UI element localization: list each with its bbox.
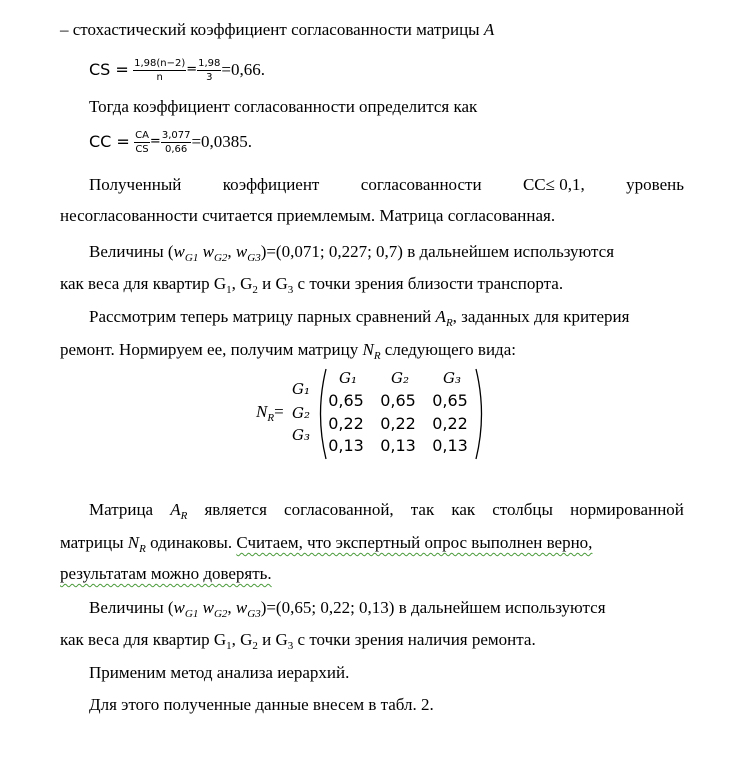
- matrix-row-label: G₃: [292, 426, 310, 444]
- paragraph-line: ремонт. Нормируем ее, получим матрицу $N_R$ следующего вида:: [60, 340, 516, 362]
- matrix-cell: 0,22: [328, 414, 364, 433]
- matrix-col-header: G₁: [339, 369, 357, 387]
- paragraph-line: Полученный коэффициент согласованности CC≤ 0,1, уровень: [89, 175, 684, 194]
- matrix-lhs: $N_R=$: [256, 402, 284, 424]
- matrix-cell: 0,22: [432, 414, 468, 433]
- cc-formula: CC = $\frac{CA}{CS}$ = $\frac{3,077}{0,66}$ =0,0385.: [89, 129, 253, 155]
- grammar-underline: результатам можно доверять.: [60, 564, 272, 583]
- fraction: $\frac{CA}{CS}$: [135, 129, 149, 155]
- matrix-cell: 0,13: [432, 436, 468, 455]
- paragraph-line: Матрица $A_R$ является согласованной, так как столбцы нормированной: [89, 500, 684, 522]
- fraction: $\frac{1,98(n-2)}{n}$: [134, 57, 186, 83]
- matrix-cell: 0,13: [380, 436, 416, 455]
- paragraph-line: как веса для квартир $G_1$, $G_2$ и $G_3$ с точки зрения близости транспорта.: [60, 274, 564, 296]
- grammar-underline: Считаем, что экспертный опрос выполнен верно,: [236, 533, 593, 552]
- paragraph-line: Величины ($w_{G1}$ $w_{G2}$, $w_{G3})=(0,071$; 0,227; 0,7) в дальнейшем используются: [89, 242, 615, 264]
- fraction: $\frac{1,98}{3}$: [198, 57, 221, 83]
- paragraph-line: Для этого полученные данные внесем в табл. 2.: [89, 695, 434, 714]
- cs-formula: CS = $\frac{1,98(n-2)}{n}$ = $\frac{1,98}{3}$ =0,66.: [89, 57, 265, 83]
- paragraph-line: как веса для квартир $G_1$, $G_2$ и $G_3$ с точки зрения наличия ремонта.: [60, 630, 536, 652]
- matrix-cell: 0,65: [328, 391, 364, 410]
- matrix-nr: [60, 360, 684, 470]
- matrix-col-header: G₃: [443, 369, 461, 387]
- paragraph-line: Применим метод анализа иерархий.: [89, 663, 350, 682]
- paragraph-line: Величины ($w_{G1}$ $w_{G2}$, $w_{G3})=(0,65$; 0,22; 0,13) в дальнейшем используются: [89, 598, 606, 620]
- paragraph-line: Рассмотрим теперь матрицу парных сравнений $A_R$, заданных для критерия: [89, 307, 630, 329]
- paragraph-line: [60, 563, 272, 585]
- paragraph-line: матрицы $N_R$ одинаковы. Считаем, что экспертный опрос выполнен верно,: [60, 533, 593, 555]
- paragraph-line: несогласованности считается приемлемым. Матрица согласованная.: [60, 206, 556, 225]
- fraction: $\frac{3,077}{0,66}$: [161, 129, 191, 155]
- matrix-cell: 0,22: [380, 414, 416, 433]
- matrix-cell: 0,13: [328, 436, 364, 455]
- matrix-col-header: G₂: [391, 369, 409, 387]
- matrix-cell: 0,65: [380, 391, 416, 410]
- text-line: – стохастический коэффициент согласованности матрицы A: [60, 20, 495, 39]
- right-paren: [474, 368, 488, 460]
- text-line: Тогда коэффициент согласованности определится как: [89, 97, 478, 116]
- matrix-row-label: G₁: [292, 380, 310, 398]
- matrix-row-label: G₂: [292, 404, 310, 422]
- matrix-cell: 0,65: [432, 391, 468, 410]
